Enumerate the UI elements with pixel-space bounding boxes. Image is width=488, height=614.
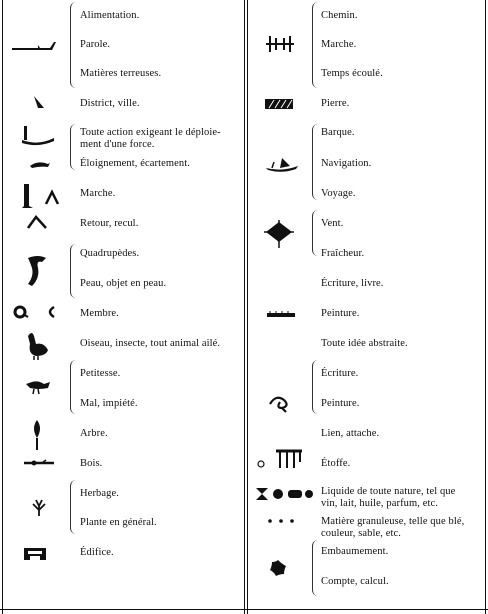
entry-bois: Bois. [80, 458, 103, 469]
stone-block-glyph [264, 98, 294, 110]
walking-legs-glyph [26, 214, 48, 230]
jars-glyph [254, 484, 314, 504]
entry-fraicheur: Fraîcheur. [321, 248, 365, 259]
entry-district-ville: District, ville. [80, 98, 140, 109]
entry-herbage: Herbage. [80, 488, 119, 499]
entry-retour-recul: Retour, recul. [80, 218, 139, 229]
brace [70, 124, 76, 170]
three-dots-glyph [266, 518, 296, 524]
entry-oiseau [80, 338, 220, 350]
animal-head-glyph [24, 254, 50, 288]
entry-plante: Plante en général. [80, 517, 157, 528]
entry-voyage: Voyage. [321, 188, 356, 199]
entry-compte-calcul: Compte, calcul. [321, 576, 389, 587]
brace [312, 210, 318, 256]
entry-lien-attache: Lien, attache. [321, 428, 380, 439]
brace [312, 360, 318, 414]
brace [70, 480, 76, 534]
crossroads-glyph [264, 32, 296, 56]
brace [70, 244, 76, 298]
rosette-glyph [268, 558, 288, 578]
entry-temps-ecoule: Temps écoulé. [321, 68, 383, 79]
entry-etoffe: Étoffe. [321, 458, 351, 469]
brace [70, 2, 76, 88]
rope-loop-glyph [268, 394, 294, 414]
duck-glyph [22, 330, 50, 360]
sparrow-glyph [24, 376, 52, 396]
entry-peau: Peau, objet en peau. [80, 278, 167, 289]
entry-barque: Barque. [321, 127, 355, 138]
boat-with-mast-glyph [20, 124, 56, 146]
column-divider [244, 0, 245, 614]
entry-membre: Membre. [80, 308, 119, 319]
tree-glyph [30, 418, 44, 452]
cloth-fringe-glyph [256, 448, 304, 474]
entry-chemin: Chemin. [321, 10, 358, 21]
entry-alimentation: Alimentation. [80, 10, 140, 21]
entry-oiseau-text: Oiseau, insecte, tout animal ailé. [80, 338, 221, 349]
brace [312, 2, 318, 88]
entry-embaumement: Embaumement. [321, 546, 389, 557]
standing-legs-glyph [20, 182, 60, 210]
entry-quadrupedes: Quadrupèdes. [80, 248, 140, 259]
entry-ecriture: Écriture. [321, 368, 359, 379]
entry-navigation: Navigation. [321, 158, 372, 169]
entry-matiere-granuleuse: Matière granuleuse, telle que blé, couleur, sable, etc. [321, 516, 465, 539]
entry-vent: Vent. [321, 218, 344, 229]
hand-arm-glyph [10, 38, 58, 52]
entry-peinture: Peinture. [321, 308, 360, 319]
plant-sprout-glyph [30, 498, 48, 518]
sail-glyph [262, 218, 296, 250]
branch-glyph [22, 458, 56, 468]
entry-marche: Marche. [80, 188, 116, 199]
entry-arbre: Arbre. [80, 428, 108, 439]
left-border [2, 0, 3, 614]
entry-mal-impiete: Mal, impiété. [80, 398, 138, 409]
bottom-rule [0, 609, 488, 610]
entry-edifice: Édifice. [80, 547, 114, 558]
triangle-wedge-glyph [32, 94, 46, 110]
entry-matieres-terreuses: Matières terreuses. [80, 68, 162, 79]
ship-glyph [264, 156, 300, 172]
brace [312, 540, 318, 596]
entry-idee-abstraite: Toute idée abstraite. [321, 338, 408, 349]
brace [312, 124, 318, 200]
entry-petitesse: Petitesse. [80, 368, 121, 379]
scribe-palette-glyph [266, 310, 296, 320]
right-border [485, 0, 486, 614]
entry-pierre: Pierre. [321, 98, 350, 109]
entry-peinture-2: Peinture. [321, 398, 360, 409]
entry-ecriture-livre: Écriture, livre. [321, 278, 384, 289]
bird-flying-glyph [28, 158, 52, 170]
entry-eloignement: Éloignement, écartement. [80, 158, 190, 169]
column-divider-inner [247, 0, 248, 614]
brace [70, 360, 76, 414]
entry-parole: Parole. [80, 39, 111, 50]
entry-liquide: Liquide de toute nature, tel que vin, lait, huile, parfum, etc. [321, 486, 456, 509]
entry-toute-action: Toute action exigeant le déploie- ment d'une force. [80, 127, 221, 150]
entry-marche-right: Marche. [321, 39, 357, 50]
curl-glyph [12, 304, 58, 320]
building-glyph [22, 546, 48, 562]
